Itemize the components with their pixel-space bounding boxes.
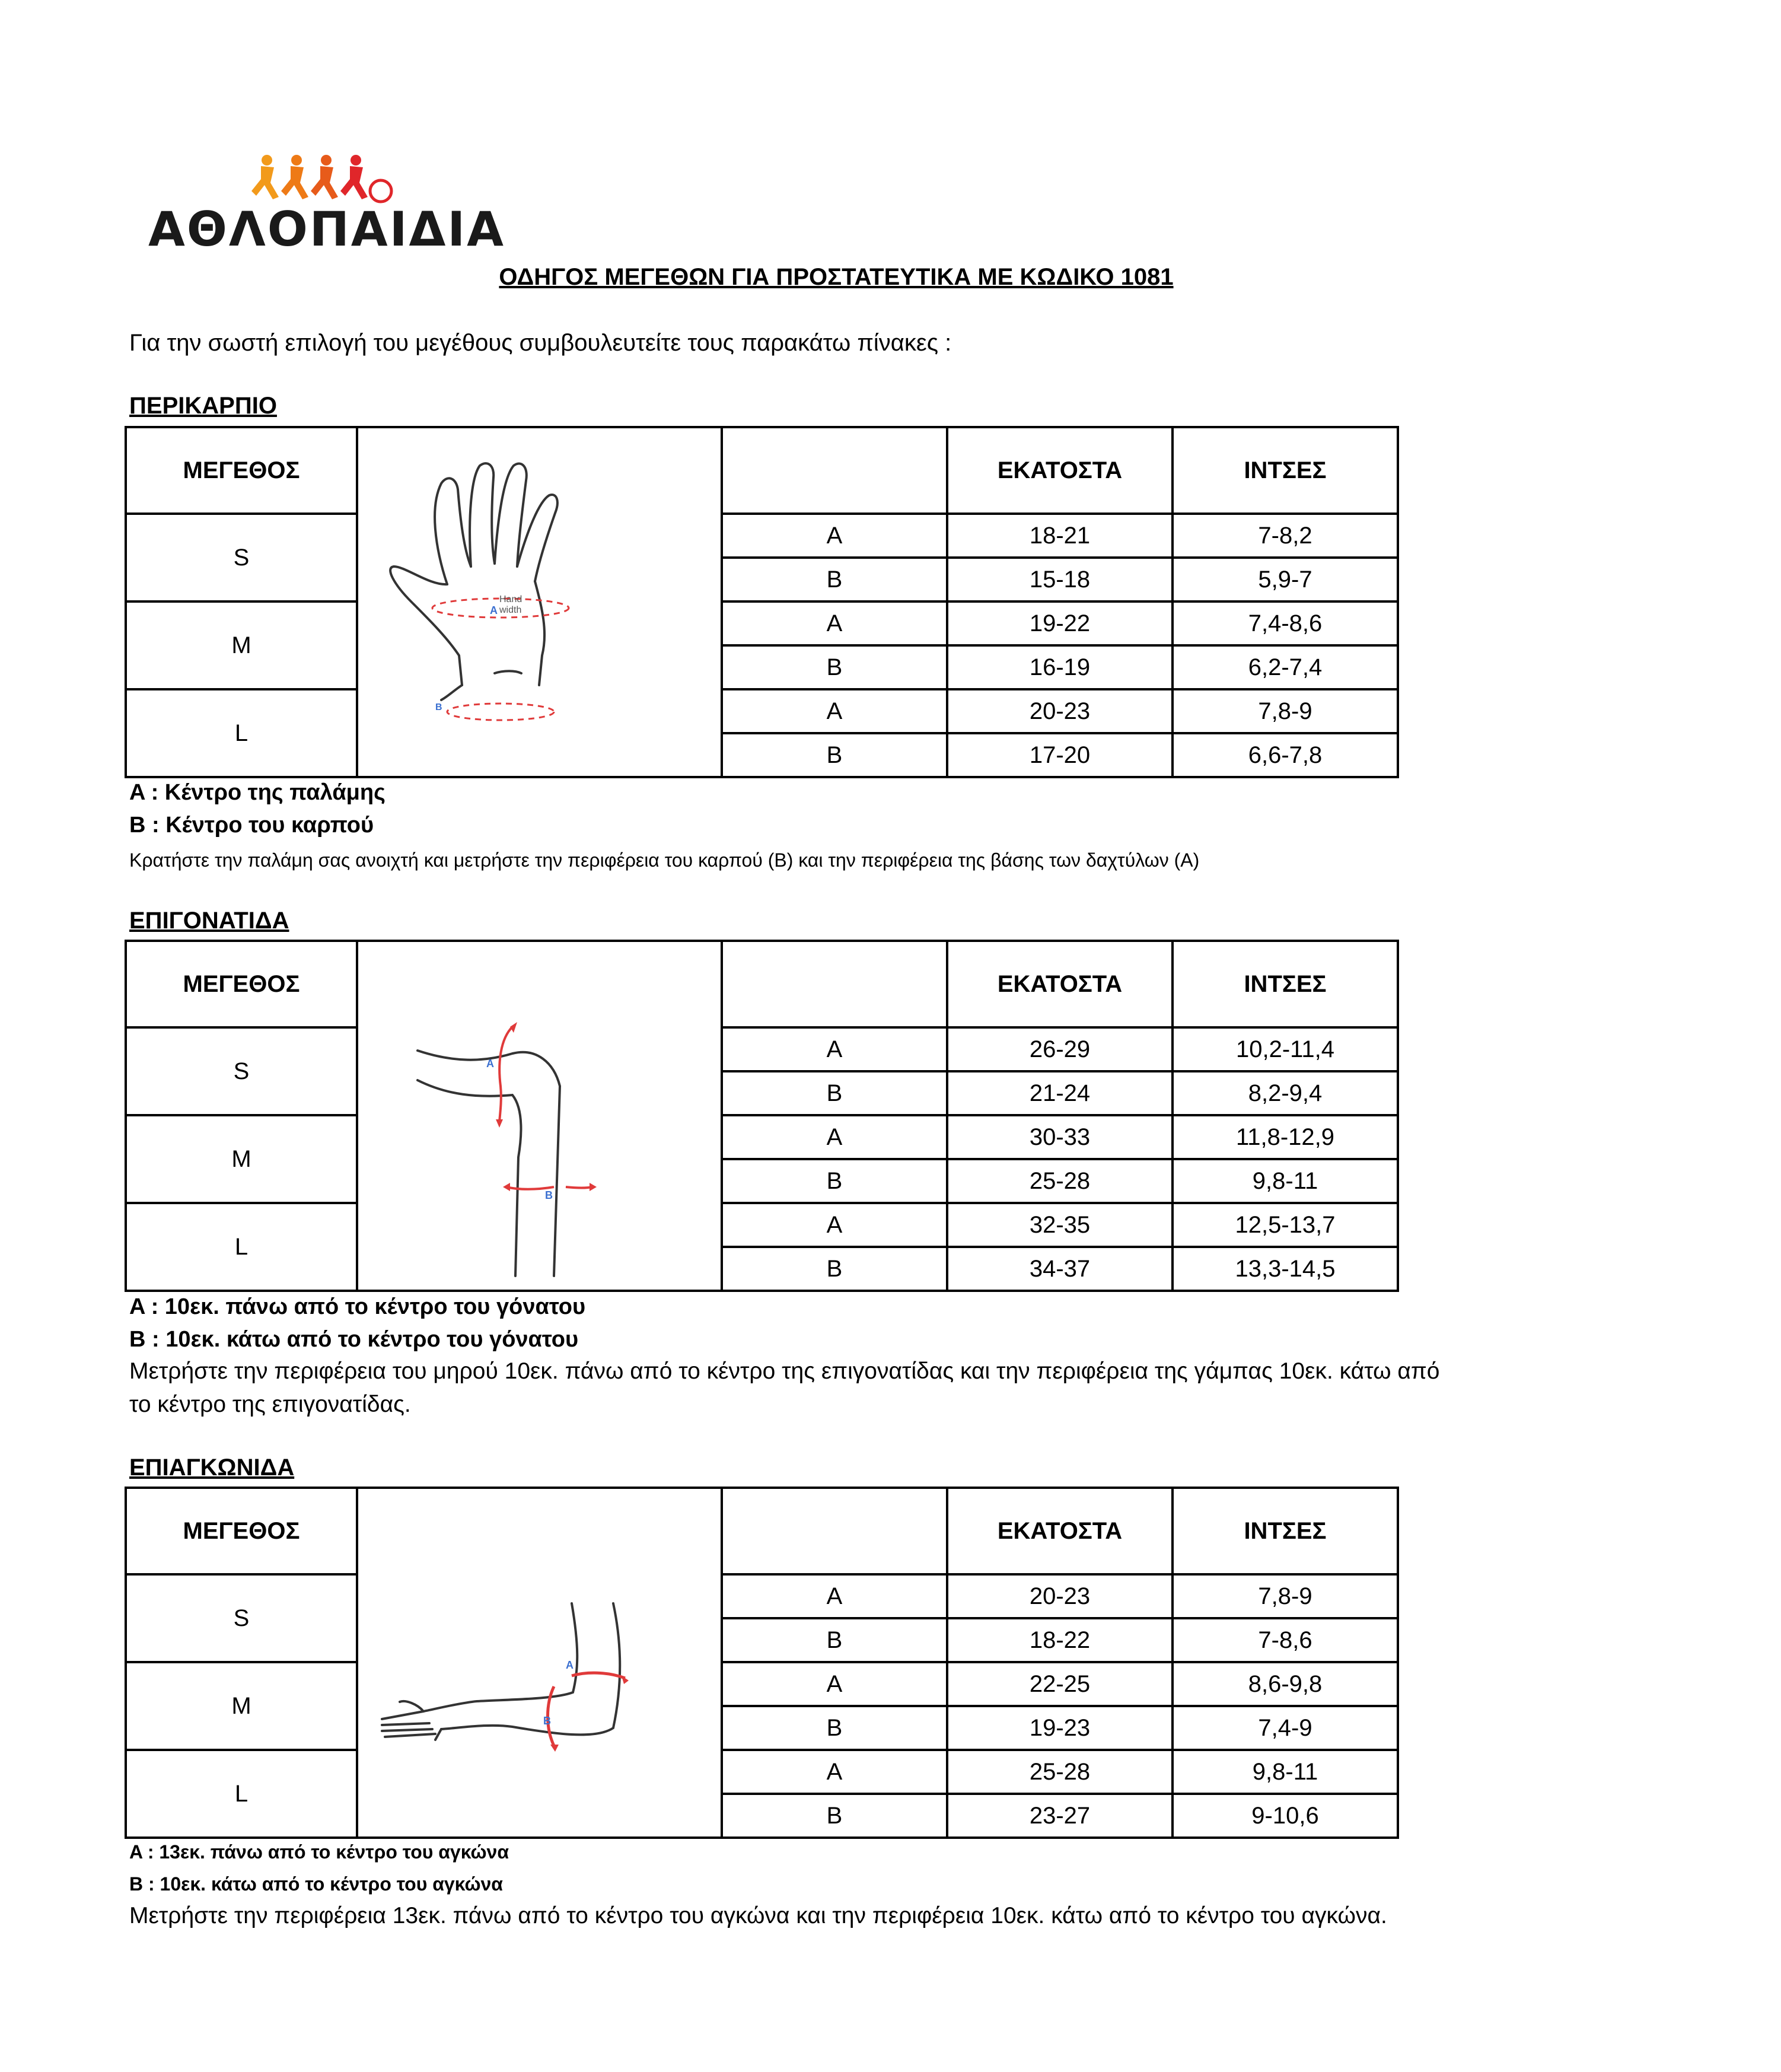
point-cell: A [722, 1203, 947, 1247]
logo-wordmark: ΑΘΛΟΠΑΙΔΙΑ [148, 202, 506, 257]
inch-cell: 9-10,6 [1173, 1794, 1398, 1838]
cm-cell: 20-23 [947, 1574, 1173, 1618]
inch-cell: 9,8-11 [1173, 1159, 1398, 1203]
header-inch: ΙΝΤΣΕΣ [1173, 1488, 1398, 1574]
header-size: ΜΕΓΕΘΟΣ [126, 941, 357, 1027]
knee-instructions [129, 1355, 1553, 1421]
cm-cell: 21-24 [947, 1071, 1173, 1115]
cm-cell: 30-33 [947, 1115, 1173, 1159]
figure-label-a: A [566, 1659, 574, 1671]
header-size: ΜΕΓΕΘΟΣ [126, 1488, 357, 1574]
elbow-note-a: A : 13εκ. πάνω από το κέντρο του αγκώνα [129, 1841, 509, 1863]
knee-note-b: B : 10εκ. κάτω από το κέντρο του γόνατου [129, 1327, 579, 1352]
header-point [722, 941, 947, 1027]
inch-cell: 12,5-13,7 [1173, 1203, 1398, 1247]
cm-cell: 18-22 [947, 1618, 1173, 1662]
point-cell: A [722, 689, 947, 733]
header-inch: ΙΝΤΣΕΣ [1173, 427, 1398, 514]
knee-instructions-line1: Μετρήστε την περιφέρεια του μηρού 10εκ. πάνω από το κέντρο της επιγονατίδας και την περιφέρεια της γάμπας 10εκ. κάτω από [129, 1358, 1440, 1384]
header-point [722, 427, 947, 514]
cm-cell: 15-18 [947, 558, 1173, 601]
inch-cell: 9,8-11 [1173, 1750, 1398, 1794]
cm-cell: 23-27 [947, 1794, 1173, 1838]
figure-label-b: B [545, 1189, 553, 1201]
size-cell: S [126, 1574, 357, 1662]
size-cell: L [126, 1203, 357, 1291]
runners-logo-icon [249, 153, 498, 206]
point-cell: B [722, 1247, 947, 1291]
point-cell: A [722, 1662, 947, 1706]
cm-cell: 16-19 [947, 645, 1173, 689]
section-title-knee: ΕΠΙΓΟΝΑΤΙΔΑ [129, 908, 289, 934]
size-cell: L [126, 689, 357, 777]
figure-label-b: B [435, 702, 442, 712]
size-cell: M [126, 1115, 357, 1203]
cm-cell: 19-23 [947, 1706, 1173, 1750]
brand-logo [148, 153, 506, 257]
header-point [722, 1488, 947, 1574]
inch-cell: 7,8-9 [1173, 689, 1398, 733]
elbow-figure [357, 1488, 722, 1838]
wrist-note-b: B : Κέντρο του καρπού [129, 813, 374, 838]
point-cell: B [722, 733, 947, 777]
knee-instructions-line2: το κέντρο της επιγονατίδας. [129, 1392, 411, 1417]
inch-cell: 5,9-7 [1173, 558, 1398, 601]
inch-cell: 7-8,6 [1173, 1618, 1398, 1662]
cm-cell: 22-25 [947, 1662, 1173, 1706]
knee-note-a: A : 10εκ. πάνω από το κέντρο του γόνατου [129, 1294, 586, 1319]
inch-cell: 7,4-8,6 [1173, 601, 1398, 645]
point-cell: A [722, 514, 947, 558]
header-cm: ΕΚΑΤΟΣΤΑ [947, 1488, 1173, 1574]
knee-figure [357, 941, 722, 1291]
cm-cell: 26-29 [947, 1027, 1173, 1071]
inch-cell: 10,2-11,4 [1173, 1027, 1398, 1071]
inch-cell: 7-8,2 [1173, 514, 1398, 558]
header-cm: ΕΚΑΤΟΣΤΑ [947, 427, 1173, 514]
figure-label-width: width [499, 605, 522, 615]
size-cell: L [126, 1750, 357, 1838]
point-cell: B [722, 1159, 947, 1203]
point-cell: B [722, 1706, 947, 1750]
point-cell: A [722, 1115, 947, 1159]
size-cell: S [126, 514, 357, 601]
header-cm: ΕΚΑΤΟΣΤΑ [947, 941, 1173, 1027]
cm-cell: 25-28 [947, 1159, 1173, 1203]
inch-cell: 11,8-12,9 [1173, 1115, 1398, 1159]
wrist-figure [357, 427, 722, 777]
figure-label-b: B [543, 1715, 551, 1727]
inch-cell: 7,8-9 [1173, 1574, 1398, 1618]
intro-text: Για την σωστή επιλογή του μεγέθους συμβουλευτείτε τους παρακάτω πίνακες : [129, 330, 952, 356]
inch-cell: 7,4-9 [1173, 1706, 1398, 1750]
point-cell: B [722, 1794, 947, 1838]
cm-cell: 20-23 [947, 689, 1173, 733]
cm-cell: 19-22 [947, 601, 1173, 645]
figure-label-a: A [486, 1058, 494, 1070]
cm-cell: 25-28 [947, 1750, 1173, 1794]
header-size: ΜΕΓΕΘΟΣ [126, 427, 357, 514]
section-title-wrist: ΠΕΡΙΚΑΡΠΙΟ [129, 393, 277, 419]
elbow-instructions: Μετρήστε την περιφέρεια 13εκ. πάνω από το κέντρο του αγκώνα και την περιφέρεια 10εκ. κάτω από το κέντρο του αγκώνα. [129, 1903, 1387, 1928]
cm-cell: 18-21 [947, 514, 1173, 558]
figure-label-hand: Hand [499, 594, 522, 604]
inch-cell: 8,6-9,8 [1173, 1662, 1398, 1706]
size-cell: M [126, 1662, 357, 1750]
size-table-knee [125, 940, 1399, 1292]
size-table-elbow [125, 1487, 1399, 1839]
point-cell: A [722, 1027, 947, 1071]
wrist-note-a: A : Κέντρο της παλάμης [129, 780, 385, 805]
wrist-instructions: Κρατήστε την παλάμη σας ανοιχτή και μετρήστε την περιφέρεια του καρπού (B) και την περιφέρεια της βάσης των δαχτύλων (A) [129, 849, 1200, 871]
figure-label-a: A [490, 604, 498, 616]
point-cell: B [722, 1071, 947, 1115]
point-cell: B [722, 1618, 947, 1662]
cm-cell: 32-35 [947, 1203, 1173, 1247]
point-cell: A [722, 1574, 947, 1618]
size-cell: M [126, 601, 357, 689]
section-title-elbow: ΕΠΙΑΓΚΩΝΙΔΑ [129, 1454, 295, 1481]
elbow-note-b: B : 10εκ. κάτω από το κέντρο του αγκώνα [129, 1873, 503, 1895]
header-inch: ΙΝΤΣΕΣ [1173, 941, 1398, 1027]
point-cell: A [722, 601, 947, 645]
point-cell: A [722, 1750, 947, 1794]
point-cell: B [722, 558, 947, 601]
size-cell: S [126, 1027, 357, 1115]
inch-cell: 13,3-14,5 [1173, 1247, 1398, 1291]
cm-cell: 17-20 [947, 733, 1173, 777]
inch-cell: 6,2-7,4 [1173, 645, 1398, 689]
cm-cell: 34-37 [947, 1247, 1173, 1291]
inch-cell: 8,2-9,4 [1173, 1071, 1398, 1115]
inch-cell: 6,6-7,8 [1173, 733, 1398, 777]
document-title: ΟΔΗΓΟΣ ΜΕΓΕΘΩΝ ΓΙΑ ΠΡΟΣΤΑΤΕΥΤΙΚΑ ΜΕ ΚΩΔΙΚΟ 1081 [499, 264, 1174, 290]
size-table-wrist [125, 426, 1399, 778]
point-cell: B [722, 645, 947, 689]
